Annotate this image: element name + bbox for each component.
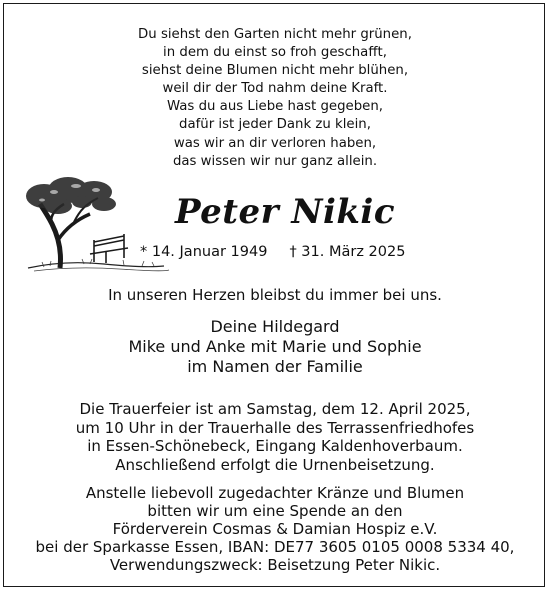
life-dates	[140, 244, 405, 260]
memorial-motto: In unseren Herzen bleibst du immer bei uns.	[108, 286, 442, 304]
mourners-list: Deine Hildegard Mike und Anke mit Marie und Sophie im Namen der Familie	[128, 317, 422, 376]
birth-date: * 14. Januar 1949	[140, 244, 268, 260]
memorial-poem: Du siehst den Garten nicht mehr grünen, in dem du einst so froh geschafft, siehst deine Blumen nicht mehr blühen, weil dir der Tod nahm deine Kraft. Was du aus Liebe hast gegeben, dafür ist jeder Dank zu klein, was wir an dir verloren haben, das wissen wir nur ganz allein.	[138, 27, 412, 169]
funeral-details: Die Trauerfeier ist am Samstag, dem 12. April 2025, um 10 Uhr in der Trauerhalle des Terrassenfriedhofes in Essen-Schönebeck, Eingang Kaldenhoverbaum. Anschließend erfolgt die Urnenbeisetzung.	[75, 400, 475, 474]
death-date: † 31. März 2025	[289, 244, 406, 260]
deceased-name: Peter Nikic	[175, 192, 396, 232]
donation-request: Anstelle liebevoll zugedachter Kränze und Blumen bitten wir um eine Spende an den Förderverein Cosmas & Damian Hospiz e.V. bei der Sparkasse Essen, IBAN: DE77 3605 0105 0008 5334 40, Verwendungszweck: Beisetzung Peter Nikic.	[35, 484, 515, 574]
